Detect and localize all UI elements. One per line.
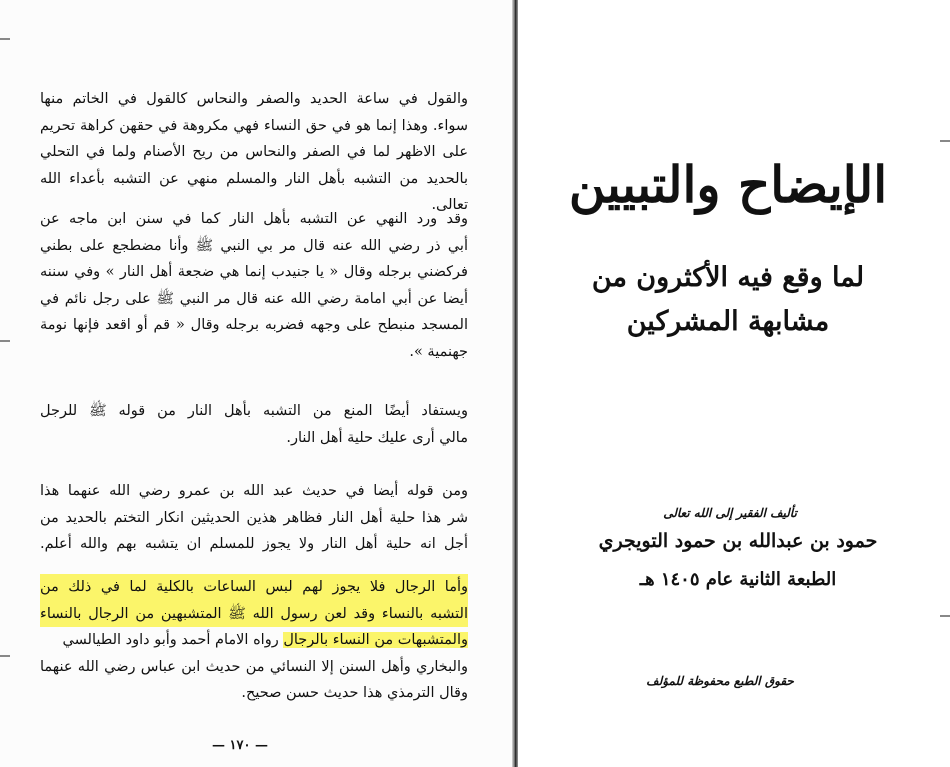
edge-mark <box>0 340 10 342</box>
author-label: تأليف الفقير إلى الله تعالى <box>663 506 797 520</box>
highlighted-line: التشبه بالنساء وقد لعن رسول الله ﷺ المتشبهين من الرجال بالنساء <box>40 601 468 628</box>
text-line: والبخاري وأهل السنن إلا النسائي من حديث ابن عباس رضي الله عنهما <box>40 658 468 675</box>
paragraph-5 <box>40 574 468 707</box>
text-line: والقول في ساعة الحديد والصفر والنحاس كالقول في الخاتم منها <box>40 91 468 107</box>
text-line: المسجد منبطح على وجهه فضربه برجله وقال « قم أو اقعد فإنها نومة <box>40 317 468 333</box>
text-line: مالي أرى عليك حلية أهل النار. <box>286 429 468 446</box>
text-line: أبي ذر رضي الله عنه قال مر بي النبي ﷺ وأنا مضطجع على بطني <box>40 237 468 254</box>
highlighted-fragment: والمتشبهات من النساء بالرجال <box>283 632 468 648</box>
text-line: ويستفاد أيضًا المنع من التشبه بأهل النار من قوله ﷺ للرجل <box>40 403 468 419</box>
text-line: وقال الترمذي هذا حديث حسن صحيح. <box>241 685 468 701</box>
text-line: وقد ورد النهي عن التشبه بأهل النار كما في سنن ابن ماجه عن <box>40 211 468 227</box>
text-line: سواء. وهذا إنما هو في حق النساء فهي مكروهة في حقهن كراهة تحريم <box>40 117 468 134</box>
text-line: أجل انه حلية أهل النار ولا يجوز للمسلم ان يتشبه بهم والله أعلم. <box>40 536 468 552</box>
text-line: على الاظهر لما في الصفر والنحاس من ريح الأصنام ولما في التحلي <box>40 144 468 160</box>
text-line: شر هذا حلية أهل النار فظاهر هذين الحديثين انكار التختم بالحديد من <box>40 509 468 526</box>
edge-mark <box>940 140 950 142</box>
author-name: حمود بن عبدالله بن حمود التويجري <box>598 530 878 552</box>
text-line: أيضا عن أبي امامة رضي الله عنه قال مر النبي ﷺ على رجل نائم في <box>40 290 468 307</box>
book-subtitle: لما وقع فيه الأكثرون من مشابهة المشركين <box>591 262 865 337</box>
edge-mark <box>940 615 950 617</box>
mixed-line <box>40 627 468 654</box>
edge-mark <box>0 38 10 40</box>
text-line: ومن قوله أيضا في حديث عبد الله بن عمرو رضي الله عنهما هذا <box>40 483 468 499</box>
edge-mark <box>0 655 10 657</box>
paragraph-2 <box>40 206 468 365</box>
text-line: بالحديد من التشبه بأهل النار والمسلم منهي عن التشبه بأعداء الله تعالى. <box>40 170 468 213</box>
rights-notice: حقوق الطبع محفوظة للمؤلف <box>646 674 794 688</box>
paragraph-4 <box>40 478 468 558</box>
book-title: الإيضاح والتبيين <box>568 155 888 214</box>
paragraph-1 <box>40 86 468 219</box>
right-page <box>518 0 950 767</box>
text-line: جهنمية ». <box>409 343 468 360</box>
text-fragment: رواه الامام أحمد وأبو داود الطيالسي <box>62 632 279 648</box>
paragraph-3 <box>40 398 468 451</box>
highlighted-line: وأما الرجال فلا يجوز لهم لبس الساعات بالكلية لما في ذلك من <box>40 574 468 601</box>
edition-line: الطبعة الثانية عام ١٤٠٥ هـ <box>639 569 837 590</box>
text-line: فركضني برجله وقال « يا جنيدب إنما هي ضجعة أهل النار » وفي سننه <box>40 264 468 280</box>
page-number: — ١٧٠ — <box>211 738 268 753</box>
